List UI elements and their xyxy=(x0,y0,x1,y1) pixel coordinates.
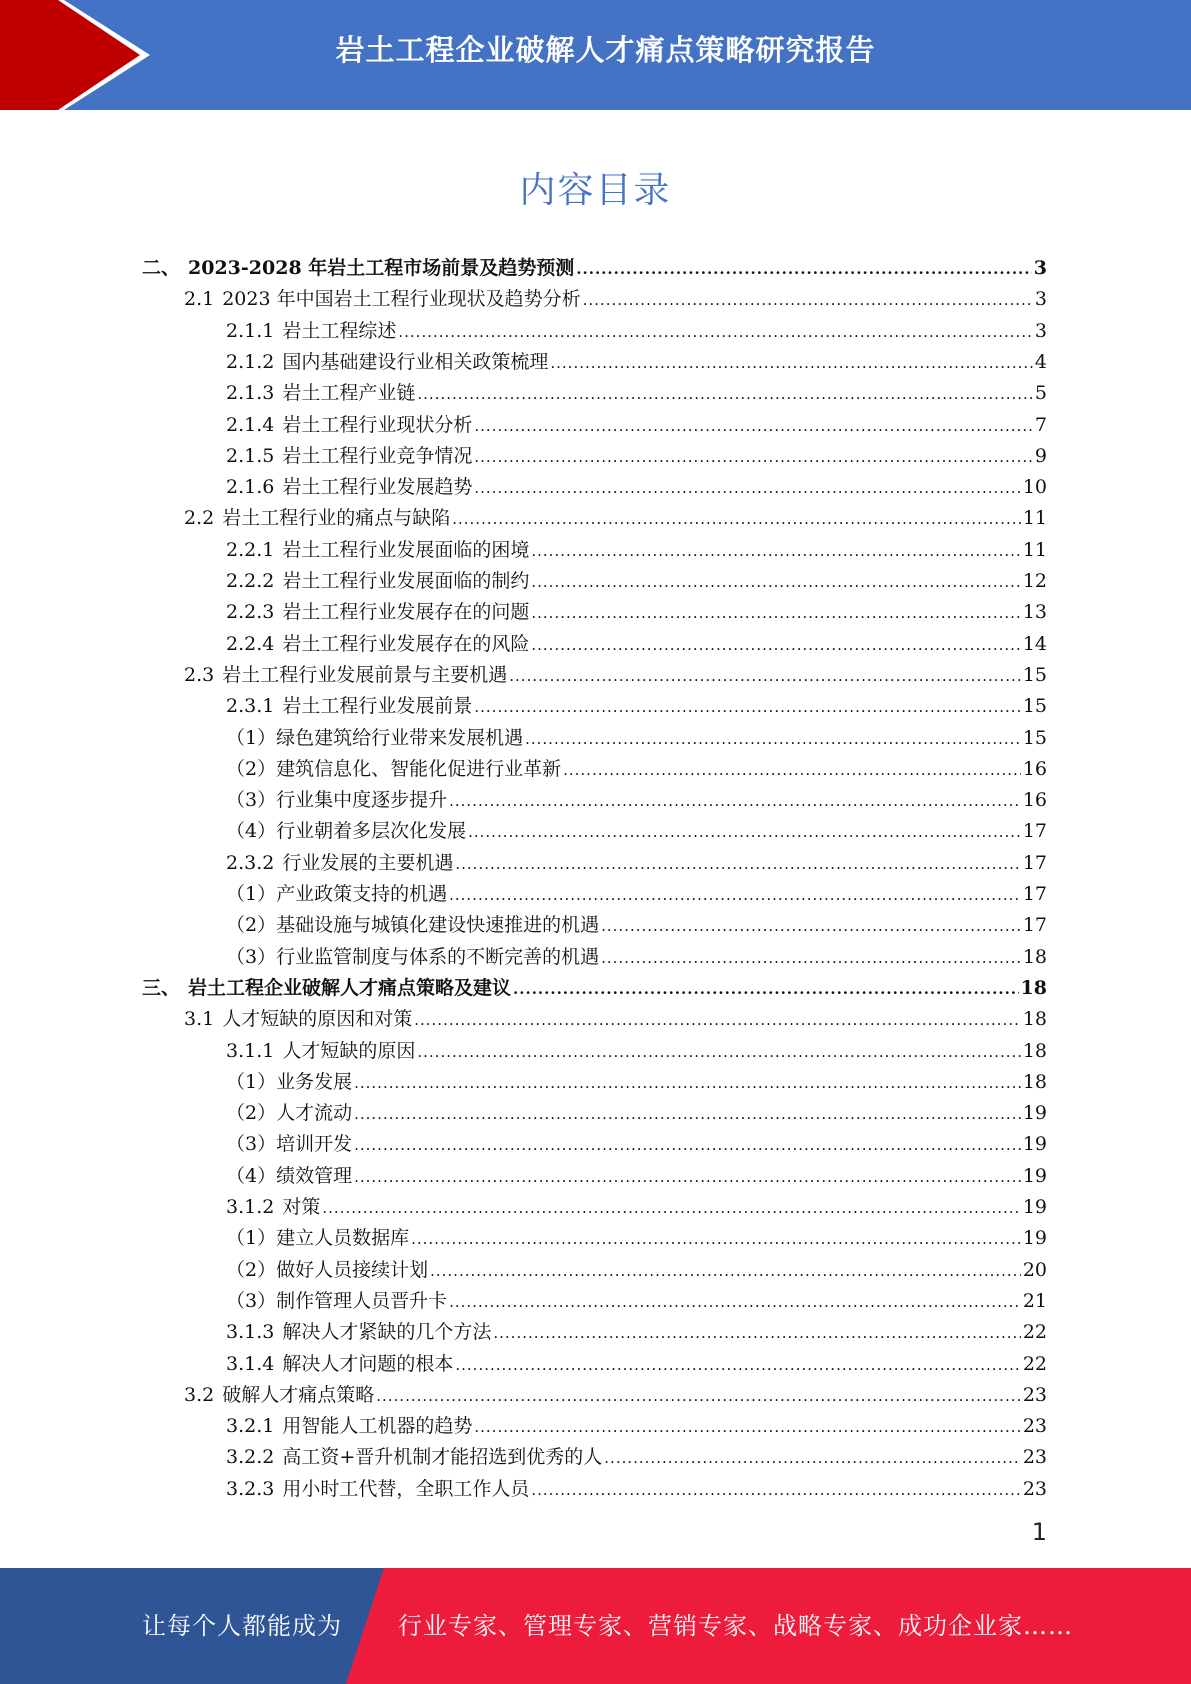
toc-entry-number: （2） xyxy=(226,1102,277,1125)
toc-entry-page: 14 xyxy=(1022,632,1047,655)
toc-entry-number: 3.2.2 xyxy=(226,1446,275,1469)
toc-entry[interactable] xyxy=(184,503,1047,534)
page-number: 1 xyxy=(1031,1518,1047,1546)
toc-entry-title: 岩土工程行业现状分析 xyxy=(282,413,473,436)
toc-entry-number: （4） xyxy=(226,820,277,843)
toc-entry[interactable] xyxy=(226,629,1047,660)
toc-entry-number: 3.1 xyxy=(184,1008,215,1031)
toc-leader-dots xyxy=(398,317,1033,348)
toc-entry-number: （1） xyxy=(226,1227,277,1250)
toc-leader-dots xyxy=(417,1037,1020,1068)
toc-entry[interactable] xyxy=(226,754,1047,785)
toc-leader-dots xyxy=(354,1162,1021,1193)
toc-entry-title: 国内基础建设行业相关政策梳理 xyxy=(282,350,549,373)
toc-entry[interactable] xyxy=(226,1411,1047,1442)
toc-leader-dots xyxy=(531,1475,1020,1506)
toc-entry-page: 23 xyxy=(1022,1477,1047,1500)
toc-leader-dots xyxy=(474,442,1033,473)
toc-leader-dots xyxy=(550,348,1033,379)
toc-entry-page: 17 xyxy=(1022,914,1047,937)
toc-entry[interactable] xyxy=(226,1317,1047,1348)
toc-leader-dots xyxy=(563,755,1021,786)
toc-entry[interactable] xyxy=(226,472,1047,503)
toc-entry-title: 建筑信息化、智能化促进行业革新 xyxy=(276,757,562,780)
toc-entry[interactable] xyxy=(226,597,1047,628)
toc-entry[interactable] xyxy=(226,848,1047,879)
toc-heading: 内容目录 xyxy=(519,170,672,211)
toc-leader-dots xyxy=(449,1287,1021,1318)
toc-entry-title: 岩土工程行业发展面临的制约 xyxy=(282,570,530,592)
toc-entry-number: （3） xyxy=(226,1289,277,1312)
toc-entry-page: 23 xyxy=(1022,1446,1047,1469)
toc-leader-dots xyxy=(414,1005,1021,1036)
toc-entry-page: 11 xyxy=(1022,507,1047,530)
toc-entry-number: （2） xyxy=(226,757,277,780)
toc-entry-page: 12 xyxy=(1022,570,1047,592)
toc-entry-page: 21 xyxy=(1022,1289,1047,1312)
toc-entry-title: 产业政策支持的机遇 xyxy=(276,883,448,905)
toc-entry-title: 用智能人工机器的趋势 xyxy=(282,1415,473,1438)
toc-entry-title: 岩土工程行业发展前景 xyxy=(282,695,473,718)
toc-entry-number: 二、 xyxy=(142,257,181,279)
footer-slogan-right: 行业专家、管理专家、营销专家、战略专家、成功企业家…… xyxy=(398,1612,1073,1640)
toc-entry[interactable] xyxy=(184,1004,1047,1035)
header-band xyxy=(0,0,1191,110)
toc-entry-page: 15 xyxy=(1022,726,1047,749)
toc-entry-number: 2.2.4 xyxy=(226,632,275,655)
toc-leader-dots xyxy=(601,943,1021,974)
toc-entry-title: 人才短缺的原因和对策 xyxy=(222,1008,413,1031)
toc-entry-number: 2.2.1 xyxy=(226,538,275,561)
toc-leader-dots xyxy=(531,536,1020,567)
toc-leader-dots xyxy=(576,254,1031,285)
toc-entry-number: （2） xyxy=(226,914,277,937)
toc-entry-number: （3） xyxy=(226,1133,277,1156)
toc-entry[interactable] xyxy=(226,785,1047,816)
toc-entry-title: 破解人才痛点策略 xyxy=(222,1383,375,1406)
toc-entry[interactable] xyxy=(226,566,1047,597)
toc-entry-number: （1） xyxy=(226,1070,277,1093)
toc-entry-title: 基础设施与城镇化建设快速推进的机遇 xyxy=(276,914,600,937)
toc-entry[interactable] xyxy=(226,1223,1047,1254)
toc-leader-dots xyxy=(474,1412,1020,1443)
toc-entry[interactable] xyxy=(184,284,1047,315)
toc-entry[interactable] xyxy=(184,660,1047,691)
toc-entry-page: 16 xyxy=(1022,789,1047,812)
toc-entry-title: 行业朝着多层次化发展 xyxy=(276,820,467,843)
toc-leader-dots xyxy=(531,567,1020,598)
toc-entry-title: 培训开发 xyxy=(276,1133,353,1156)
toc-leader-dots xyxy=(354,1130,1021,1161)
toc-leader-dots xyxy=(493,1318,1020,1349)
toc-entry-title: 绿色建筑给行业带来发展机遇 xyxy=(276,726,524,749)
toc-entry[interactable] xyxy=(226,410,1047,441)
toc-entry-number: 2.1.5 xyxy=(226,444,275,467)
toc-entry-page: 17 xyxy=(1022,883,1047,905)
toc-leader-dots xyxy=(583,285,1033,316)
toc-entry-page: 17 xyxy=(1022,851,1047,874)
toc-entry-page: 18 xyxy=(1022,1008,1047,1031)
toc-leader-dots xyxy=(513,974,1019,1005)
toc-entry-number: （1） xyxy=(226,883,277,905)
toc-leader-dots xyxy=(601,911,1021,942)
toc-entry-title: 业务发展 xyxy=(276,1070,353,1093)
toc-leader-dots xyxy=(455,849,1020,880)
toc-leader-dots xyxy=(525,724,1021,755)
toc-entry-page: 23 xyxy=(1022,1383,1047,1406)
toc-leader-dots xyxy=(604,1443,1021,1474)
toc-entry-number: 2.3 xyxy=(184,663,215,686)
toc-entry-number: （1） xyxy=(226,726,277,749)
toc-leader-dots xyxy=(430,1256,1021,1287)
toc-entry-title: 人才流动 xyxy=(276,1102,353,1125)
toc-entry-title: 解决人才问题的根本 xyxy=(282,1352,454,1375)
toc-entry[interactable] xyxy=(226,347,1047,378)
footer-band xyxy=(0,1568,1191,1684)
toc-entry-number: 2.3.2 xyxy=(226,851,275,874)
toc-entry-page: 11 xyxy=(1022,538,1047,561)
toc-entry-page: 19 xyxy=(1022,1133,1047,1156)
toc-leader-dots xyxy=(411,1224,1021,1255)
toc-entry-title: 建立人员数据库 xyxy=(276,1227,410,1250)
toc-entry[interactable] xyxy=(226,1474,1047,1505)
toc-entry-page: 23 xyxy=(1022,1415,1047,1438)
toc-entry-page: 7 xyxy=(1034,413,1047,436)
toc-entry-title: 行业监管制度与体系的不断完善的机遇 xyxy=(276,945,600,968)
toc-entry-title: 2023-2028 年岩土工程市场前景及趋势预测 xyxy=(188,257,575,279)
toc-entry-title: 岩土工程行业发展前景与主要机遇 xyxy=(222,663,508,686)
toc-entry-title: 解决人才紧缺的几个方法 xyxy=(282,1321,492,1344)
toc-entry-page: 17 xyxy=(1022,820,1047,843)
toc-entry[interactable] xyxy=(226,879,1047,910)
toc-entry[interactable] xyxy=(226,441,1047,472)
toc-leader-dots xyxy=(531,630,1020,661)
toc-leader-dots xyxy=(354,1068,1021,1099)
toc-entry-title: 人才短缺的原因 xyxy=(282,1039,416,1062)
toc-entry[interactable] xyxy=(226,316,1047,347)
toc-entry-page: 20 xyxy=(1022,1258,1047,1281)
toc-entry-number: 3.1.1 xyxy=(226,1039,275,1062)
toc-leader-dots xyxy=(376,1381,1021,1412)
toc-leader-dots xyxy=(452,504,1021,535)
toc-entry-number: （3） xyxy=(226,945,277,968)
toc-entry-page: 5 xyxy=(1034,382,1047,405)
toc-leader-dots xyxy=(322,1193,1020,1224)
toc-entry-title: 绩效管理 xyxy=(276,1164,353,1187)
toc-leader-dots xyxy=(354,1099,1021,1130)
toc-entry-title: 岩土工程行业发展趋势 xyxy=(282,476,473,499)
toc-entry-title: 对策 xyxy=(282,1196,321,1218)
toc-entry-page: 3 xyxy=(1033,257,1047,279)
toc-entry[interactable] xyxy=(226,1286,1047,1317)
toc-entry-title: 做好人员接续计划 xyxy=(276,1258,429,1281)
toc-leader-dots xyxy=(417,379,1033,410)
toc-entry-number: 2.2 xyxy=(184,507,215,530)
toc-entry[interactable] xyxy=(226,535,1047,566)
toc-entry-page: 15 xyxy=(1022,695,1047,718)
toc-entry[interactable] xyxy=(226,1161,1047,1192)
toc-leader-dots xyxy=(449,880,1021,911)
toc-entry[interactable] xyxy=(184,1380,1047,1411)
toc-entry[interactable] xyxy=(226,1192,1047,1223)
toc-leader-dots xyxy=(474,473,1020,504)
toc-entry-title: 岩土工程行业发展面临的困境 xyxy=(282,538,530,561)
toc-entry[interactable] xyxy=(226,910,1047,941)
toc-entry-number: 2.2.2 xyxy=(226,570,275,592)
toc-entry-title: 行业集中度逐步提升 xyxy=(276,789,448,812)
toc-entry[interactable] xyxy=(142,973,1047,1004)
toc-entry-page: 19 xyxy=(1022,1227,1047,1250)
toc-leader-dots xyxy=(455,1350,1020,1381)
toc-entry-number: 2.2.3 xyxy=(226,601,275,624)
document-title: 岩土工程企业破解人才痛点策略研究报告 xyxy=(335,33,876,67)
toc-entry[interactable] xyxy=(226,691,1047,722)
toc-entry-page: 18 xyxy=(1022,1070,1047,1093)
footer-slogan-left: 让每个人都能成为 xyxy=(142,1612,342,1640)
toc-entry-title: 岩土工程行业的痛点与缺陷 xyxy=(222,507,451,530)
toc-entry[interactable] xyxy=(226,378,1047,409)
toc-leader-dots xyxy=(474,411,1033,442)
toc-entry-number: 三、 xyxy=(142,976,181,999)
toc-entry-number: 2.1.3 xyxy=(226,382,275,405)
toc-entry-title: 2023 年中国岩土工程行业现状及趋势分析 xyxy=(222,288,581,311)
toc-entry[interactable] xyxy=(226,1098,1047,1129)
toc-entry-page: 16 xyxy=(1022,757,1047,780)
toc-entry-page: 22 xyxy=(1022,1321,1047,1344)
toc-entry-number: 3.2 xyxy=(184,1383,215,1406)
toc-entry[interactable] xyxy=(226,723,1047,754)
toc-entry-page: 18 xyxy=(1020,976,1047,999)
toc-entry-title: 制作管理人员晋升卡 xyxy=(276,1289,448,1312)
toc-entry-page: 19 xyxy=(1022,1196,1047,1218)
toc-entry[interactable] xyxy=(226,816,1047,847)
toc-entry-page: 10 xyxy=(1022,476,1047,499)
toc-entry[interactable] xyxy=(142,253,1047,284)
toc-leader-dots xyxy=(509,661,1021,692)
toc-entry-page: 3 xyxy=(1034,288,1047,311)
toc-entry[interactable] xyxy=(226,1129,1047,1160)
toc-entry[interactable] xyxy=(226,1067,1047,1098)
toc-entry-number: 3.1.2 xyxy=(226,1196,275,1218)
toc-entry-number: 2.1.4 xyxy=(226,413,275,436)
toc-entry-number: 3.2.3 xyxy=(226,1477,275,1500)
toc-entry-page: 15 xyxy=(1022,663,1047,686)
toc-entry-number: 2.1.1 xyxy=(226,319,275,342)
toc-entry-title: 用小时工代替，全职工作人员 xyxy=(282,1477,530,1500)
toc-entry-number: 2.3.1 xyxy=(226,695,275,718)
toc-entry-page: 4 xyxy=(1034,350,1047,373)
toc-entry-number: 3.2.1 xyxy=(226,1415,275,1438)
toc-entry-title: 岩土工程产业链 xyxy=(282,382,416,405)
toc-entry-title: 岩土工程综述 xyxy=(282,319,397,342)
toc-leader-dots xyxy=(474,692,1020,723)
toc-entry-number: 2.1 xyxy=(184,288,215,311)
toc-entry-page: 18 xyxy=(1022,945,1047,968)
toc-entry-number: （2） xyxy=(226,1258,277,1281)
toc-entry-number: 3.1.3 xyxy=(226,1321,275,1344)
toc-entry[interactable] xyxy=(226,1442,1047,1473)
toc-entry-page: 18 xyxy=(1022,1039,1047,1062)
toc-entry[interactable] xyxy=(226,1349,1047,1380)
toc-entry-number: 2.1.6 xyxy=(226,476,275,499)
toc-entry[interactable] xyxy=(226,942,1047,973)
toc-leader-dots xyxy=(449,786,1021,817)
toc-entry-title: 岩土工程行业发展存在的问题 xyxy=(282,601,530,624)
toc-leader-dots xyxy=(531,598,1020,629)
toc-entry-title: 岩土工程行业发展存在的风险 xyxy=(282,632,530,655)
toc-entry-page: 22 xyxy=(1022,1352,1047,1375)
toc-entry[interactable] xyxy=(226,1036,1047,1067)
toc-entry-number: （3） xyxy=(226,789,277,812)
toc-entry-number: 3.1.4 xyxy=(226,1352,275,1375)
toc-leader-dots xyxy=(468,817,1021,848)
toc-entry-page: 13 xyxy=(1022,601,1047,624)
toc-entry-title: 岩土工程企业破解人才痛点策略及建议 xyxy=(188,976,512,999)
toc-entry-page: 9 xyxy=(1034,444,1047,467)
toc-entry-title: 行业发展的主要机遇 xyxy=(282,851,454,874)
toc-entry-number: （4） xyxy=(226,1164,277,1187)
toc-entry-page: 19 xyxy=(1022,1164,1047,1187)
toc-entry[interactable] xyxy=(226,1255,1047,1286)
toc-entry-page: 19 xyxy=(1022,1102,1047,1125)
toc-entry-page: 3 xyxy=(1034,319,1047,342)
toc-entry-number: 2.1.2 xyxy=(226,350,275,373)
toc-entry-title: 岩土工程行业竞争情况 xyxy=(282,444,473,467)
toc-entry-title: 高工资+晋升机制才能招选到优秀的人 xyxy=(282,1446,603,1469)
